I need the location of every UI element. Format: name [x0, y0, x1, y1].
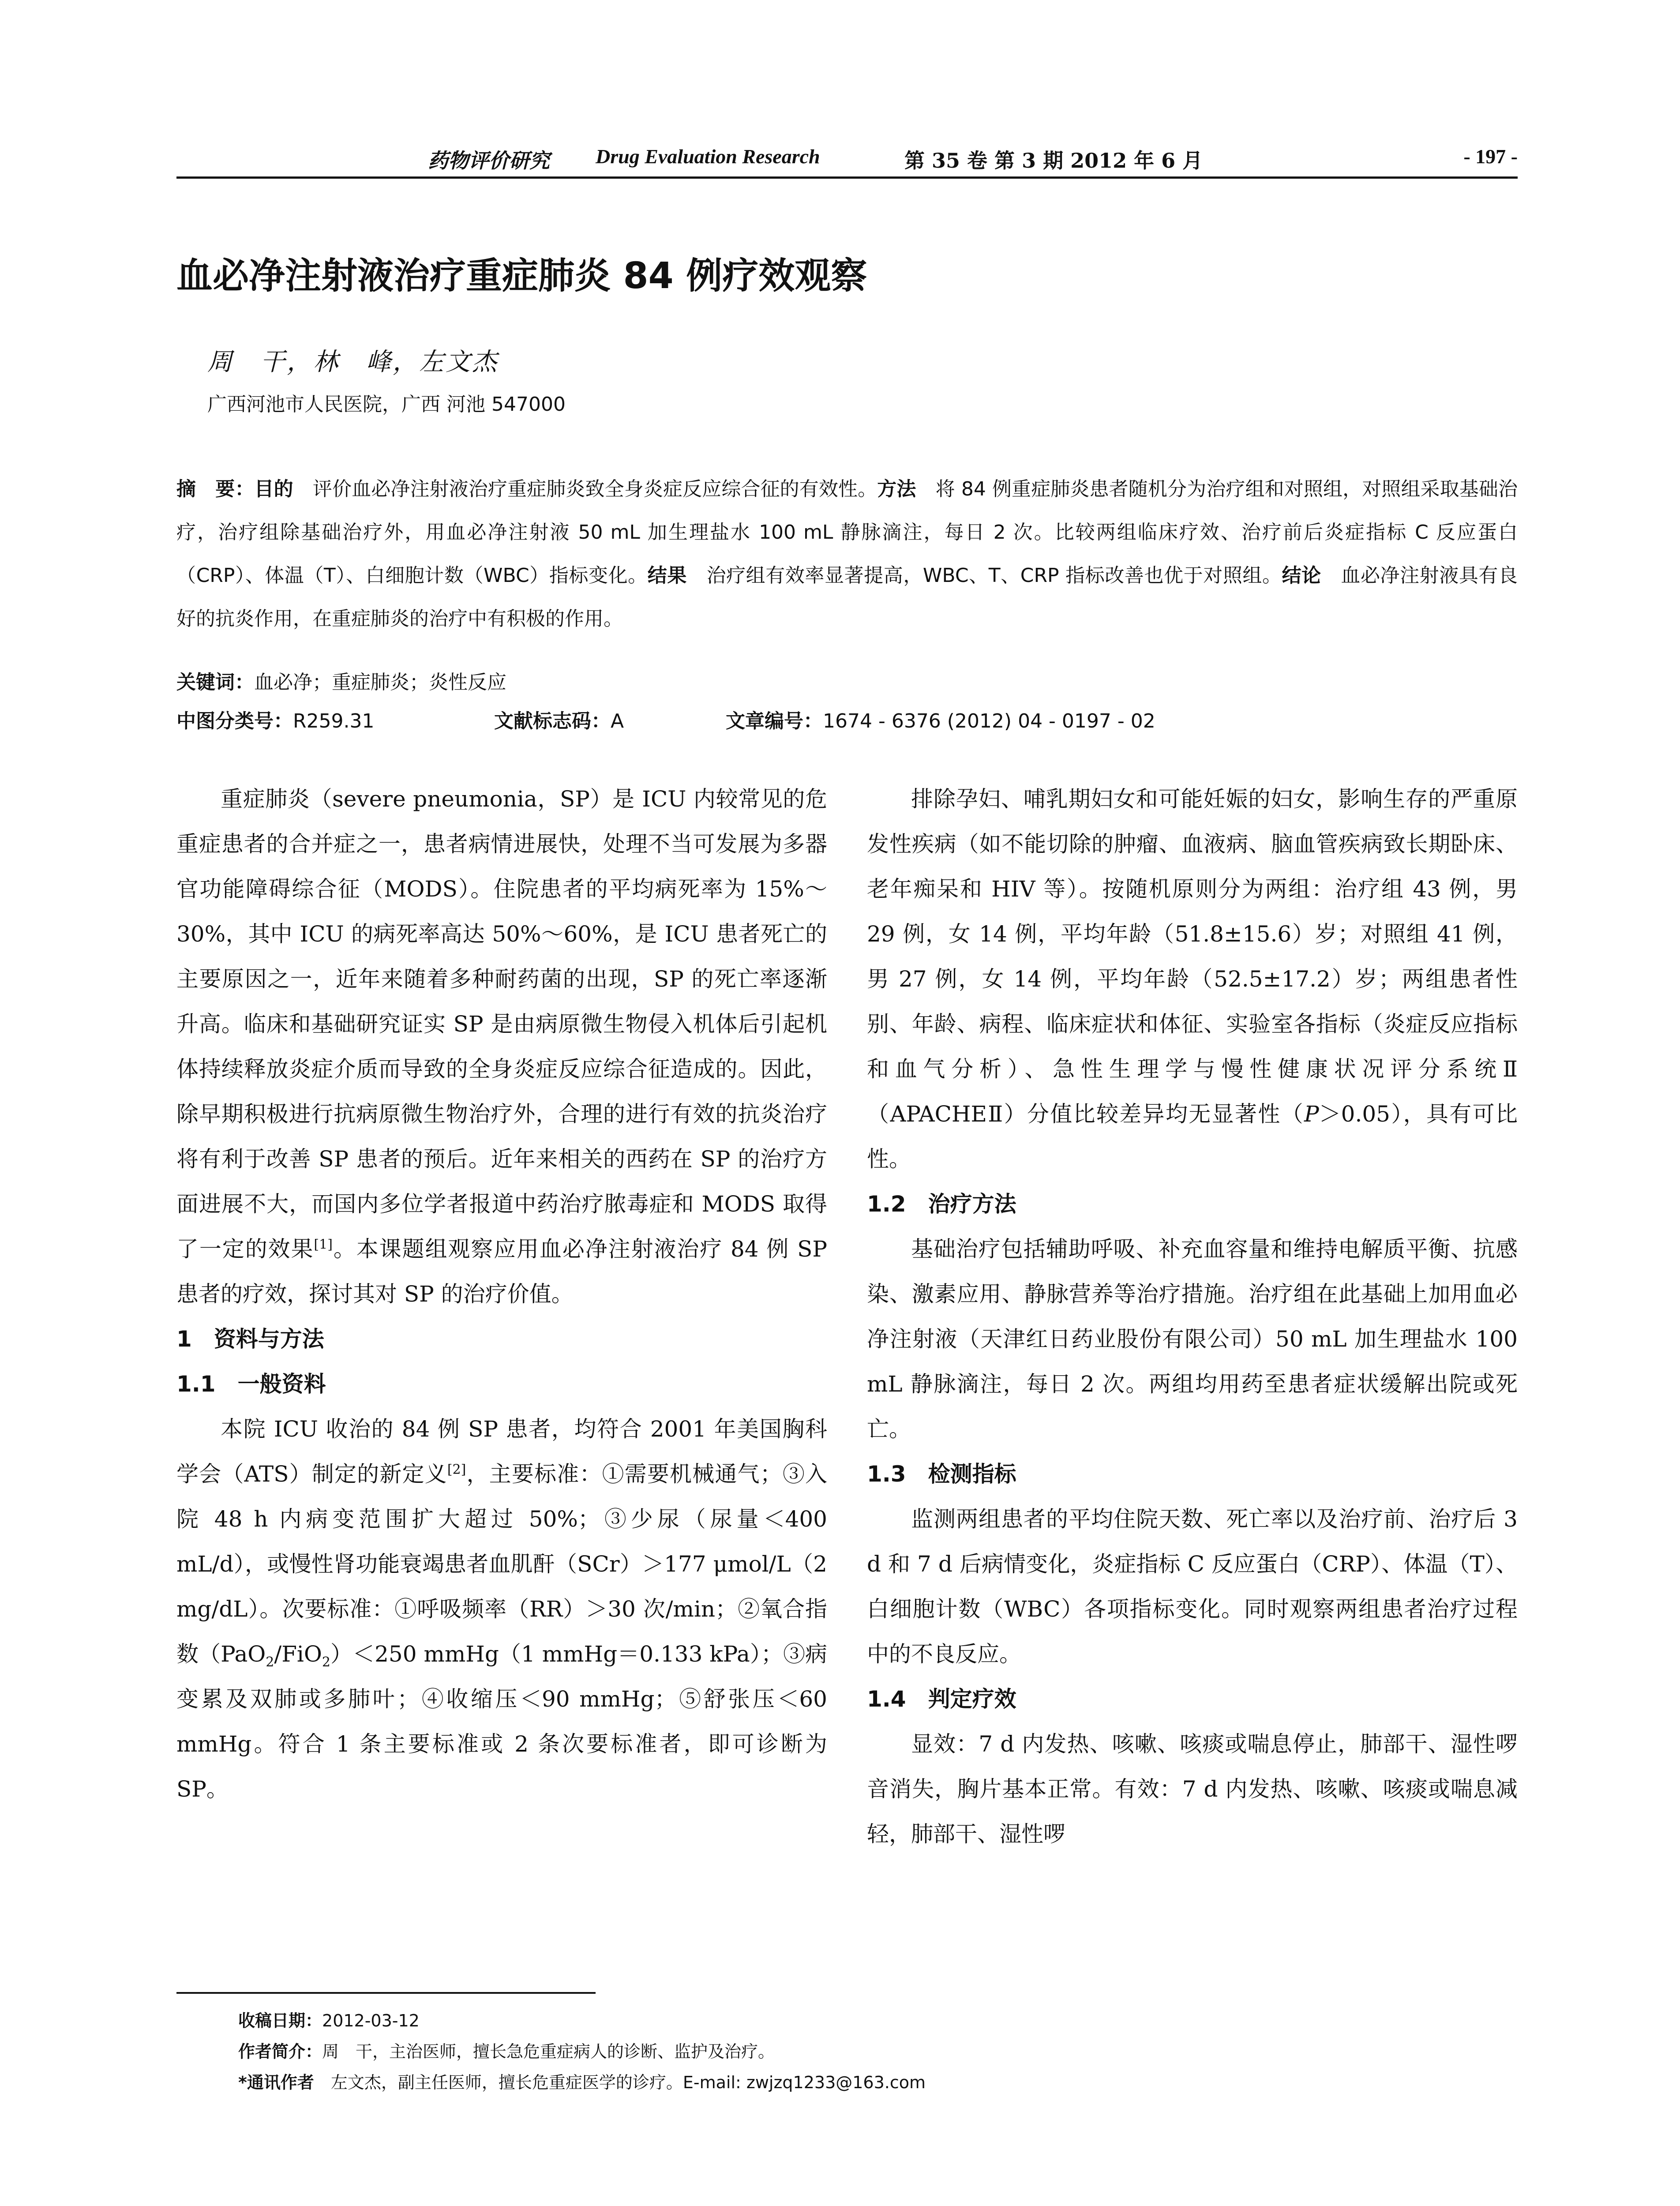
author-bio: 作者简介：周 干，主治医师，擅长急危重症病人的诊断、监护及治疗。 [238, 2042, 775, 2061]
indicators-paragraph: 监测两组患者的平均住院天数、死亡率以及治疗前、治疗后 3 d 和 7 d 后病情变化，炎症指标 C 反应蛋白（CRP）、体温（T）、白细胞计数（WBC）各项指标变化。同时观察两组患者治疗过程中的不良反应。 [867, 1506, 1518, 1667]
footnotes [238, 2005, 1518, 2098]
objective-label: 目的 [254, 478, 293, 500]
section-heading: 1 资料与方法 [176, 1326, 324, 1352]
article-title: 血必净注射液治疗重症肺炎 84 例疗效观察 [176, 255, 867, 297]
intro-paragraph: 重症肺炎（severe pneumonia，SP）是 ICU 内较常见的危重症患者的合并症之一，患者病情进展快，处理不当可发展为多器官功能障碍综合征（MODS）。住院患者的平均病死率为 15%～30%，其中 ICU 的病死率高达 50%～60%，是 ICU 患者死亡的主要原因之一，近年来随着多种耐药菌的出现，SP 的死亡率逐渐升高。临床和基础研究证实 SP 是由病原微生物侵入机体后引起机体持续释放炎症介质而导致的全身炎症反应综合征造成的。因此，除早期积极进行抗病原微生物治疗外，合理的进行有效的抗炎治疗将有利于改善 SP 患者的预后。近年来相关的西药在 SP 的治疗方面进展不大，而国内多位学者报道中药治疗脓毒症和 MODS 取得了一定的效果[1]。本课题组观察应用血必净注射液治疗 84 例 SP 患者的疗效，探讨其对 SP 的治疗价值。 [176, 786, 827, 1307]
keywords-label: 关键词： [176, 671, 254, 694]
exclusion-paragraph: 排除孕妇、哺乳期妇女和可能妊娠的妇女，影响生存的严重原发性疾病（如不能切除的肿瘤、血液病、脑血管疾病致长期卧床、老年痴呆和 HIV 等）。按随机原则分为两组：治疗组 43 例，男 29 例，女 14 例，平均年龄（51.8±15.6）岁；对照组 41 例，男 27 例，女 14 例，平均年龄（52.5±17.2）岁；两组患者性别、年龄、病程、临床症状和体征、实验室各指标（炎症反应指标和血气分析）、急性生理学与慢性健康状况评分系统Ⅱ（APACHEⅡ）分值比较差异均无显著性（P＞0.05），具有可比性。 [867, 786, 1518, 1172]
method-label: 方法 [877, 478, 916, 500]
efficacy-paragraph: 显效：7 d 内发热、咳嗽、咳痰或喘息停止，肺部干、湿性啰音消失，胸片基本正常。有效：7 d 内发热、咳嗽、咳痰或喘息减轻，肺部干、湿性啰 [867, 1731, 1518, 1847]
corresponding-author: *通讯作者 左文杰，副主任医师，擅长危重症医学的诊疗。E-mail: zwjzq1233@163.com [238, 2073, 926, 2092]
document-code: 文献标志码：A [494, 710, 624, 732]
footnote-rule [176, 1992, 596, 1994]
conclusion-label: 结论 [1282, 564, 1321, 587]
body-column-left [176, 777, 827, 1812]
result-text: 治疗组有效率显著提高，WBC、T、CRP 指标改善也优于对照组。 [686, 564, 1282, 587]
page-number: - 197 - [1463, 145, 1518, 168]
subsection-heading: 1.1 一般资料 [176, 1371, 326, 1397]
journal-logo: 药物评价研究 [428, 149, 550, 173]
method-text: 将 84 例重症肺炎患者随机分为治疗组和对照组，对照组采取基础治疗，治疗组除基础治疗外，用血必净注射液 50 mL 加生理盐水 100 mL 静脉滴注，每日 2 次。比较两组临床疗效、治疗前后炎症指标 C 反应蛋白（CRP）、体温（T）、白细胞计数（WBC）指标变化。 [176, 478, 1518, 587]
issue-info: 第 35 卷 第 3 期 2012 年 6 月 [904, 149, 1203, 173]
result-label: 结果 [647, 564, 687, 587]
affiliation: 广西河池市人民医院，广西 河池 547000 [207, 393, 566, 416]
body-column-right [867, 777, 1518, 1857]
clc-number: 中图分类号：R259.31 [176, 710, 375, 732]
subsection-heading: 1.4 判定疗效 [867, 1686, 1016, 1712]
article-number: 文章编号：1674 - 6376 (2012) 04 - 0197 - 02 [726, 710, 1155, 732]
subsection-heading: 1.3 检测指标 [867, 1461, 1016, 1487]
keywords [176, 666, 506, 694]
received-date: 收稿日期：2012-03-12 [238, 2011, 420, 2030]
conclusion-text: 血必净注射液具有良好的抗炎作用，在重症肺炎的治疗中有积极的作用。 [176, 564, 1518, 630]
subsection-heading: 1.2 治疗方法 [867, 1191, 1016, 1217]
abstract [176, 468, 1518, 641]
running-header [176, 142, 1518, 177]
keywords-value: 血必净；重症肺炎；炎性反应 [254, 671, 506, 694]
header-rule [176, 176, 1518, 179]
objective-text: 评价血必净注射液治疗重症肺炎致全身炎症反应综合征的有效性。 [293, 478, 878, 500]
citation-ref: [1] [314, 1237, 333, 1253]
abstract-label: 摘 要： [176, 478, 255, 500]
classification-row [176, 705, 1518, 736]
citation-ref: [2] [447, 1462, 466, 1478]
treatment-paragraph: 基础治疗包括辅助呼吸、补充血容量和维持电解质平衡、抗感染、激素应用、静脉营养等治疗措施。治疗组在此基础上加用血必净注射液（天津红日药业股份有限公司）50 mL 加生理盐水 100 mL 静脉滴注，每日 2 次。两组均用药至患者症状缓解出院或死亡。 [867, 1236, 1518, 1442]
general-data-paragraph: 本院 ICU 收治的 84 例 SP 患者，均符合 2001 年美国胸科学会（ATS）制定的新定义[2]，主要标准：①需要机械通气；③入院 48 h 内病变范围扩大超过 50%；③少尿（尿量＜400 mL/d），或慢性肾功能衰竭患者血肌酐（SCr）＞177 μmol/L（2 mg/dL）。次要标准：①呼吸频率（RR）＞30 次/min；②氧合指数（PaO$_2$/FiO$_2$）＜250 mmHg（1 mmHg＝0.133 kPa）；③病变累及双肺或多肺叶；④收缩压＜90 mmHg；⑤舒张压＜60 mmHg。符合 1 条主要标准或 2 条次要标准者，即可诊断为 SP。 [176, 1416, 828, 1802]
author-list: 周 干，林 峰，左文杰 [207, 348, 499, 376]
journal-name-en: Drug Evaluation Research [596, 145, 820, 168]
